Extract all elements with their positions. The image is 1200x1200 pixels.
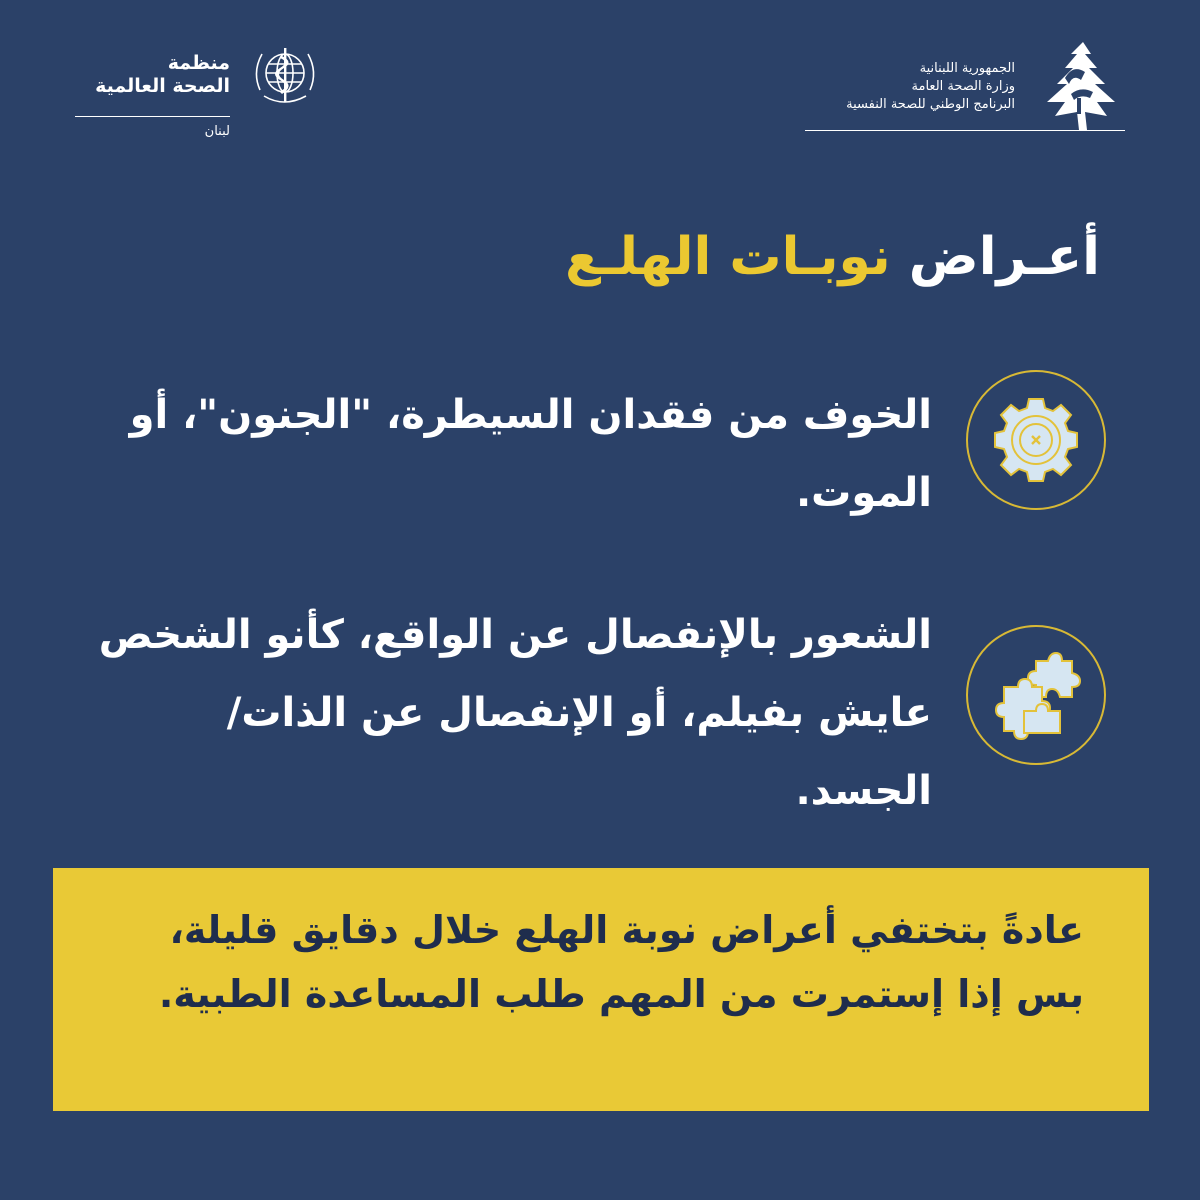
puzzle-icon xyxy=(968,627,1104,763)
symptom-2-icon-ring xyxy=(966,625,1106,765)
gear-icon xyxy=(968,372,1104,508)
title-part-2: نوبـات الهلـع xyxy=(565,227,891,287)
who-name-line1: منظمة xyxy=(167,52,230,74)
symptom-1-icon-ring xyxy=(966,370,1106,510)
who-divider xyxy=(75,116,230,117)
info-note-box xyxy=(53,868,1149,1111)
title-part-1: أعـراض xyxy=(908,227,1100,287)
ministry-line-program: البرنامج الوطني للصحة النفسية xyxy=(846,97,1015,112)
page-title xyxy=(565,222,1100,292)
who-country: لبنان xyxy=(204,124,230,139)
ministry-line-ministry: وزارة الصحة العامة xyxy=(911,79,1015,94)
ministry-header xyxy=(805,38,1125,132)
info-note-text: عادةً بتختفي أعراض نوبة الهلع خلال دقايق قليلة، بس إذا إستمرت من المهم طلب المساعدة الطبية. xyxy=(158,908,1084,1016)
who-name-line2: الصحة العالمية xyxy=(95,75,230,97)
symptom-2-text: الشعور بالإنفصال عن الواقع، كأنو الشخص عايش بفيلم، أو الإنفصال عن الذات/الجسد. xyxy=(98,612,932,814)
ministry-line-republic: الجمهورية اللبنانية xyxy=(919,61,1015,76)
symptom-1-text: الخوف من فقدان السيطرة، "الجنون"، أو الموت. xyxy=(129,392,932,516)
who-header xyxy=(75,40,320,150)
ministry-divider xyxy=(805,130,1125,131)
who-emblem-icon xyxy=(250,40,320,110)
cedar-logo-icon xyxy=(1025,38,1125,132)
